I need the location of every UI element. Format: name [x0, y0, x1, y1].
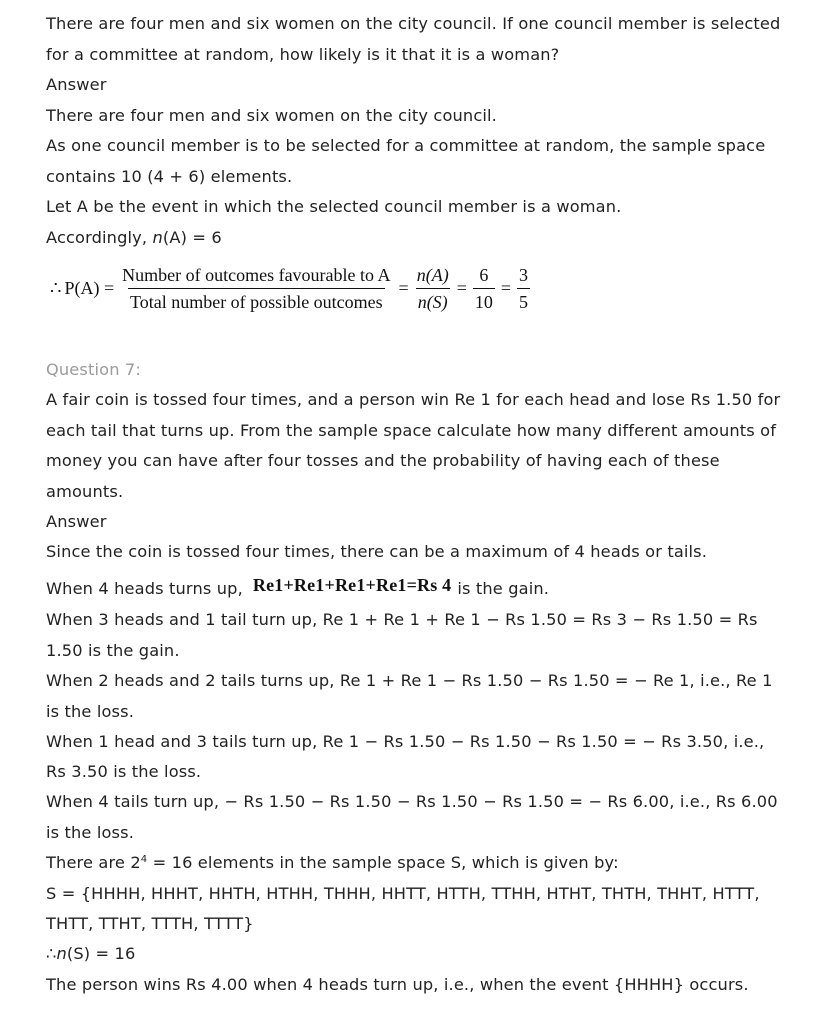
- answer-text-line: The person wins Rs 4.00 when 4 heads turn up, i.e., when the event {HHHH} occurs.: [46, 975, 749, 994]
- answer-text-line: contains 10 (4 + 6) elements.: [46, 167, 293, 186]
- fraction-nA-nS: [415, 264, 451, 313]
- answer-text-line: [46, 944, 135, 963]
- text-segment: is the gain.: [457, 579, 550, 598]
- fraction-numerator: 3: [519, 264, 528, 285]
- probability-formula: [50, 258, 533, 318]
- answer-text-line: [46, 228, 222, 247]
- formula-lhs: P(A) =: [64, 277, 115, 298]
- question-text-line: amounts.: [46, 482, 124, 501]
- question-text-line: for a committee at random, how likely is it that it is a woman?: [46, 45, 560, 64]
- answer-text-line: is the loss.: [46, 823, 135, 842]
- equals-sign: =: [456, 277, 467, 298]
- fraction-denominator: 10: [473, 288, 495, 313]
- answer-text-line: Rs 3.50 is the loss.: [46, 762, 202, 781]
- text-segment: When 4 heads turns up,: [46, 579, 243, 598]
- text-segment: (A) = 6: [162, 228, 222, 247]
- therefore-symbol: ∴: [50, 277, 62, 298]
- answer-text-line: There are four men and six women on the city council.: [46, 106, 497, 125]
- answer-label: Answer: [46, 512, 107, 531]
- fraction-denominator: 5: [517, 288, 530, 313]
- answer-text-line: When 2 heads and 2 tails turns up, Re 1 + Re 1 − Rs 1.50 − Rs 1.50 = − Re 1, i.e., Re 1: [46, 671, 773, 690]
- answer-text-line: is the loss.: [46, 702, 135, 721]
- fraction-numerator: n(A): [416, 264, 449, 285]
- text-segment: There are 2: [46, 853, 141, 872]
- question-text-line: There are four men and six women on the city council. If one council member is selected: [46, 14, 781, 33]
- answer-text-line: [46, 853, 619, 872]
- answer-text-line: As one council member is to be selected for a committee at random, the sample space: [46, 136, 766, 155]
- answer-text-line: Since the coin is tossed four times, there can be a maximum of 4 heads or tails.: [46, 542, 708, 561]
- answer-text-line: When 1 head and 3 tails turn up, Re 1 − Rs 1.50 − Rs 1.50 − Rs 1.50 = − Rs 3.50, i.e.,: [46, 732, 765, 751]
- fraction-denominator: n(S): [416, 288, 450, 313]
- fraction-numerator: 6: [479, 264, 489, 285]
- fraction-outcomes: [120, 264, 392, 313]
- fraction-6-10: [473, 264, 495, 313]
- fraction-denominator: Total number of possible outcomes: [128, 288, 385, 313]
- italic-n: n: [56, 944, 67, 963]
- equals-sign: =: [500, 277, 511, 298]
- question-text-line: A fair coin is tossed four times, and a person win Re 1 for each head and lose Rs 1.50 for: [46, 390, 781, 409]
- fraction-3-5: [517, 264, 530, 313]
- question-text-line: money you can have after four tosses and the probability of having each of these: [46, 451, 720, 470]
- answer-text-line: When 3 heads and 1 tail turn up, Re 1 + Re 1 + Re 1 − Rs 1.50 = Rs 3 − Rs 1.50 = Rs: [46, 610, 758, 629]
- answer-text-line: When 4 tails turn up, − Rs 1.50 − Rs 1.50 − Rs 1.50 − Rs 1.50 = − Rs 6.00, i.e., Rs 6.00: [46, 792, 778, 811]
- answer-text-line: [46, 575, 550, 599]
- answer-text-line: 1.50 is the gain.: [46, 641, 180, 660]
- question-text-line: each tail that turns up. From the sample space calculate how many different amounts of: [46, 421, 777, 440]
- equals-sign: =: [398, 277, 409, 298]
- text-segment: = 16 elements in the sample space S, which is given by:: [147, 853, 619, 872]
- sample-space-line: S = {HHHH, HHHT, HHTH, HTHH, THHH, HHTT, HTTH, TTHH, HTHT, THTH, THHT, HTTT,: [46, 884, 760, 903]
- therefore-symbol: ∴: [46, 944, 57, 963]
- text-segment: (S) = 16: [66, 944, 136, 963]
- exponent: 4: [140, 854, 148, 865]
- sample-space-line: THTT, TTHT, TTTH, TTTT}: [46, 914, 254, 933]
- question-heading: Question 7:: [46, 360, 141, 379]
- gain-equation: Re1+Re1+Re1+Re1=Rs 4: [252, 575, 452, 595]
- answer-text-line: Let A be the event in which the selected council member is a woman.: [46, 197, 622, 216]
- italic-n: n: [152, 228, 163, 247]
- text-segment: Accordingly,: [46, 228, 153, 247]
- answer-label: Answer: [46, 75, 107, 94]
- fraction-numerator: Number of outcomes favourable to A: [122, 264, 391, 285]
